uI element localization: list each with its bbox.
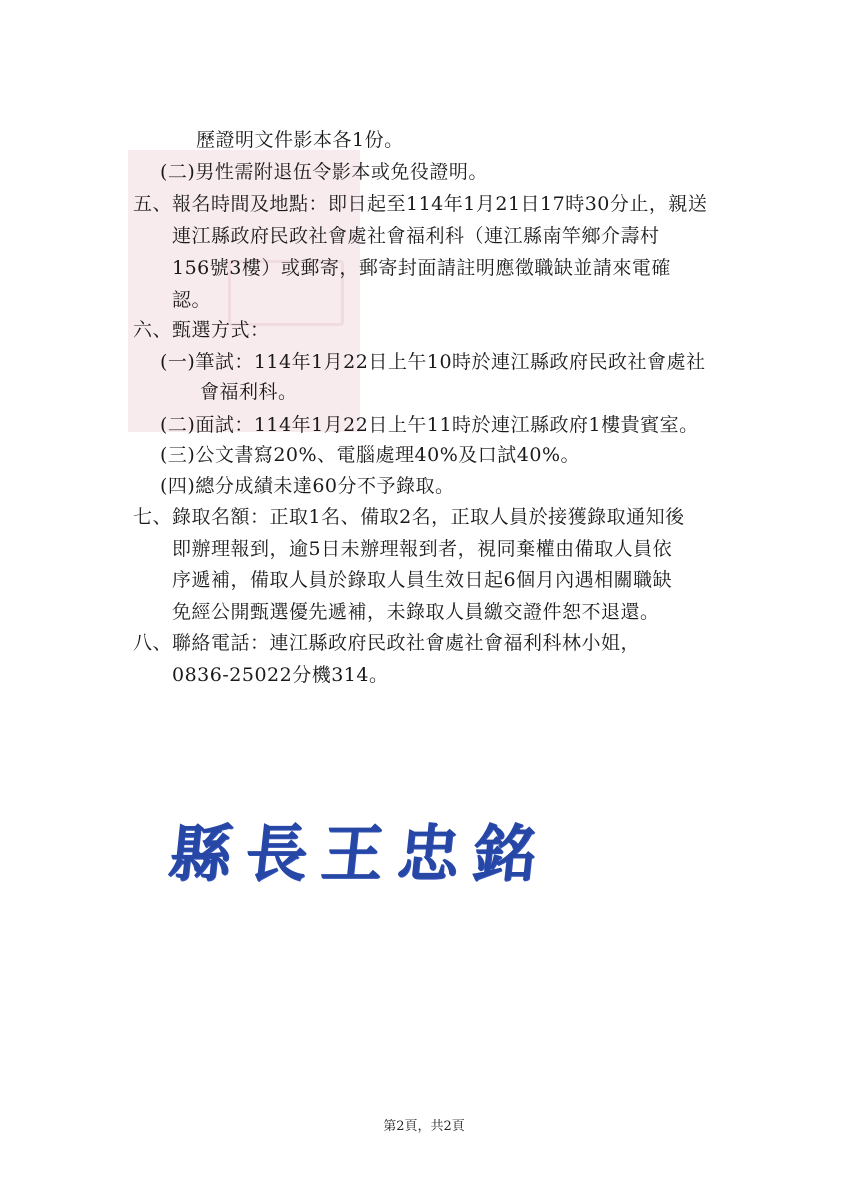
text-line: 序遞補，備取人員於錄取人員生效日起6個月內遇相關職缺 [172,569,673,591]
magistrate-signature [165,808,590,890]
text-line: (四)總分成績未達60分不予錄取。 [160,475,455,497]
text-line: 認。 [172,289,212,311]
text-line: 會福利科。 [200,381,298,403]
text-line: 免經公開甄選優先遞補，未錄取人員繳交證件恕不退還。 [172,601,660,623]
text-line: 156號3樓）或郵寄，郵寄封面請註明應徵職缺並請來電確 [172,257,671,279]
text-line: 0836-25022分機314。 [172,664,389,686]
page-footer: 第2頁，共2頁 [383,1119,465,1134]
text-line: 八、聯絡電話：連江縣政府民政社會處社會福利科林小姐， [133,632,641,654]
text-line: (二)面試：114年1月22日上午11時於連江縣政府1樓貴賓室。 [160,414,699,436]
text-line: 歷證明文件影本各1份。 [196,129,404,151]
text-line: (一)筆試：114年1月22日上午10時於連江縣政府民政社會處社 [160,351,706,373]
text-line: (二)男性需附退伍令影本或免役證明。 [160,161,488,183]
text-line: 五、報名時間及地點：即日起至114年1月21日17時30分止，親送 [133,193,708,215]
text-line: 連江縣政府民政社會處社會福利科（連江縣南竿鄉介壽村 [172,225,660,247]
text-line: 七、錄取名額：正取1名、備取2名，正取人員於接獲錄取通知後 [133,506,685,528]
text-line: 即辦理報到，逾5日未辦理報到者，視同棄權由備取人員依 [172,538,673,560]
text-line: 六、甄選方式： [133,319,270,341]
text-line: (三)公文書寫20%、電腦處理40%及口試40%。 [160,444,581,466]
signature-text: 縣長王忠銘 [165,816,554,890]
